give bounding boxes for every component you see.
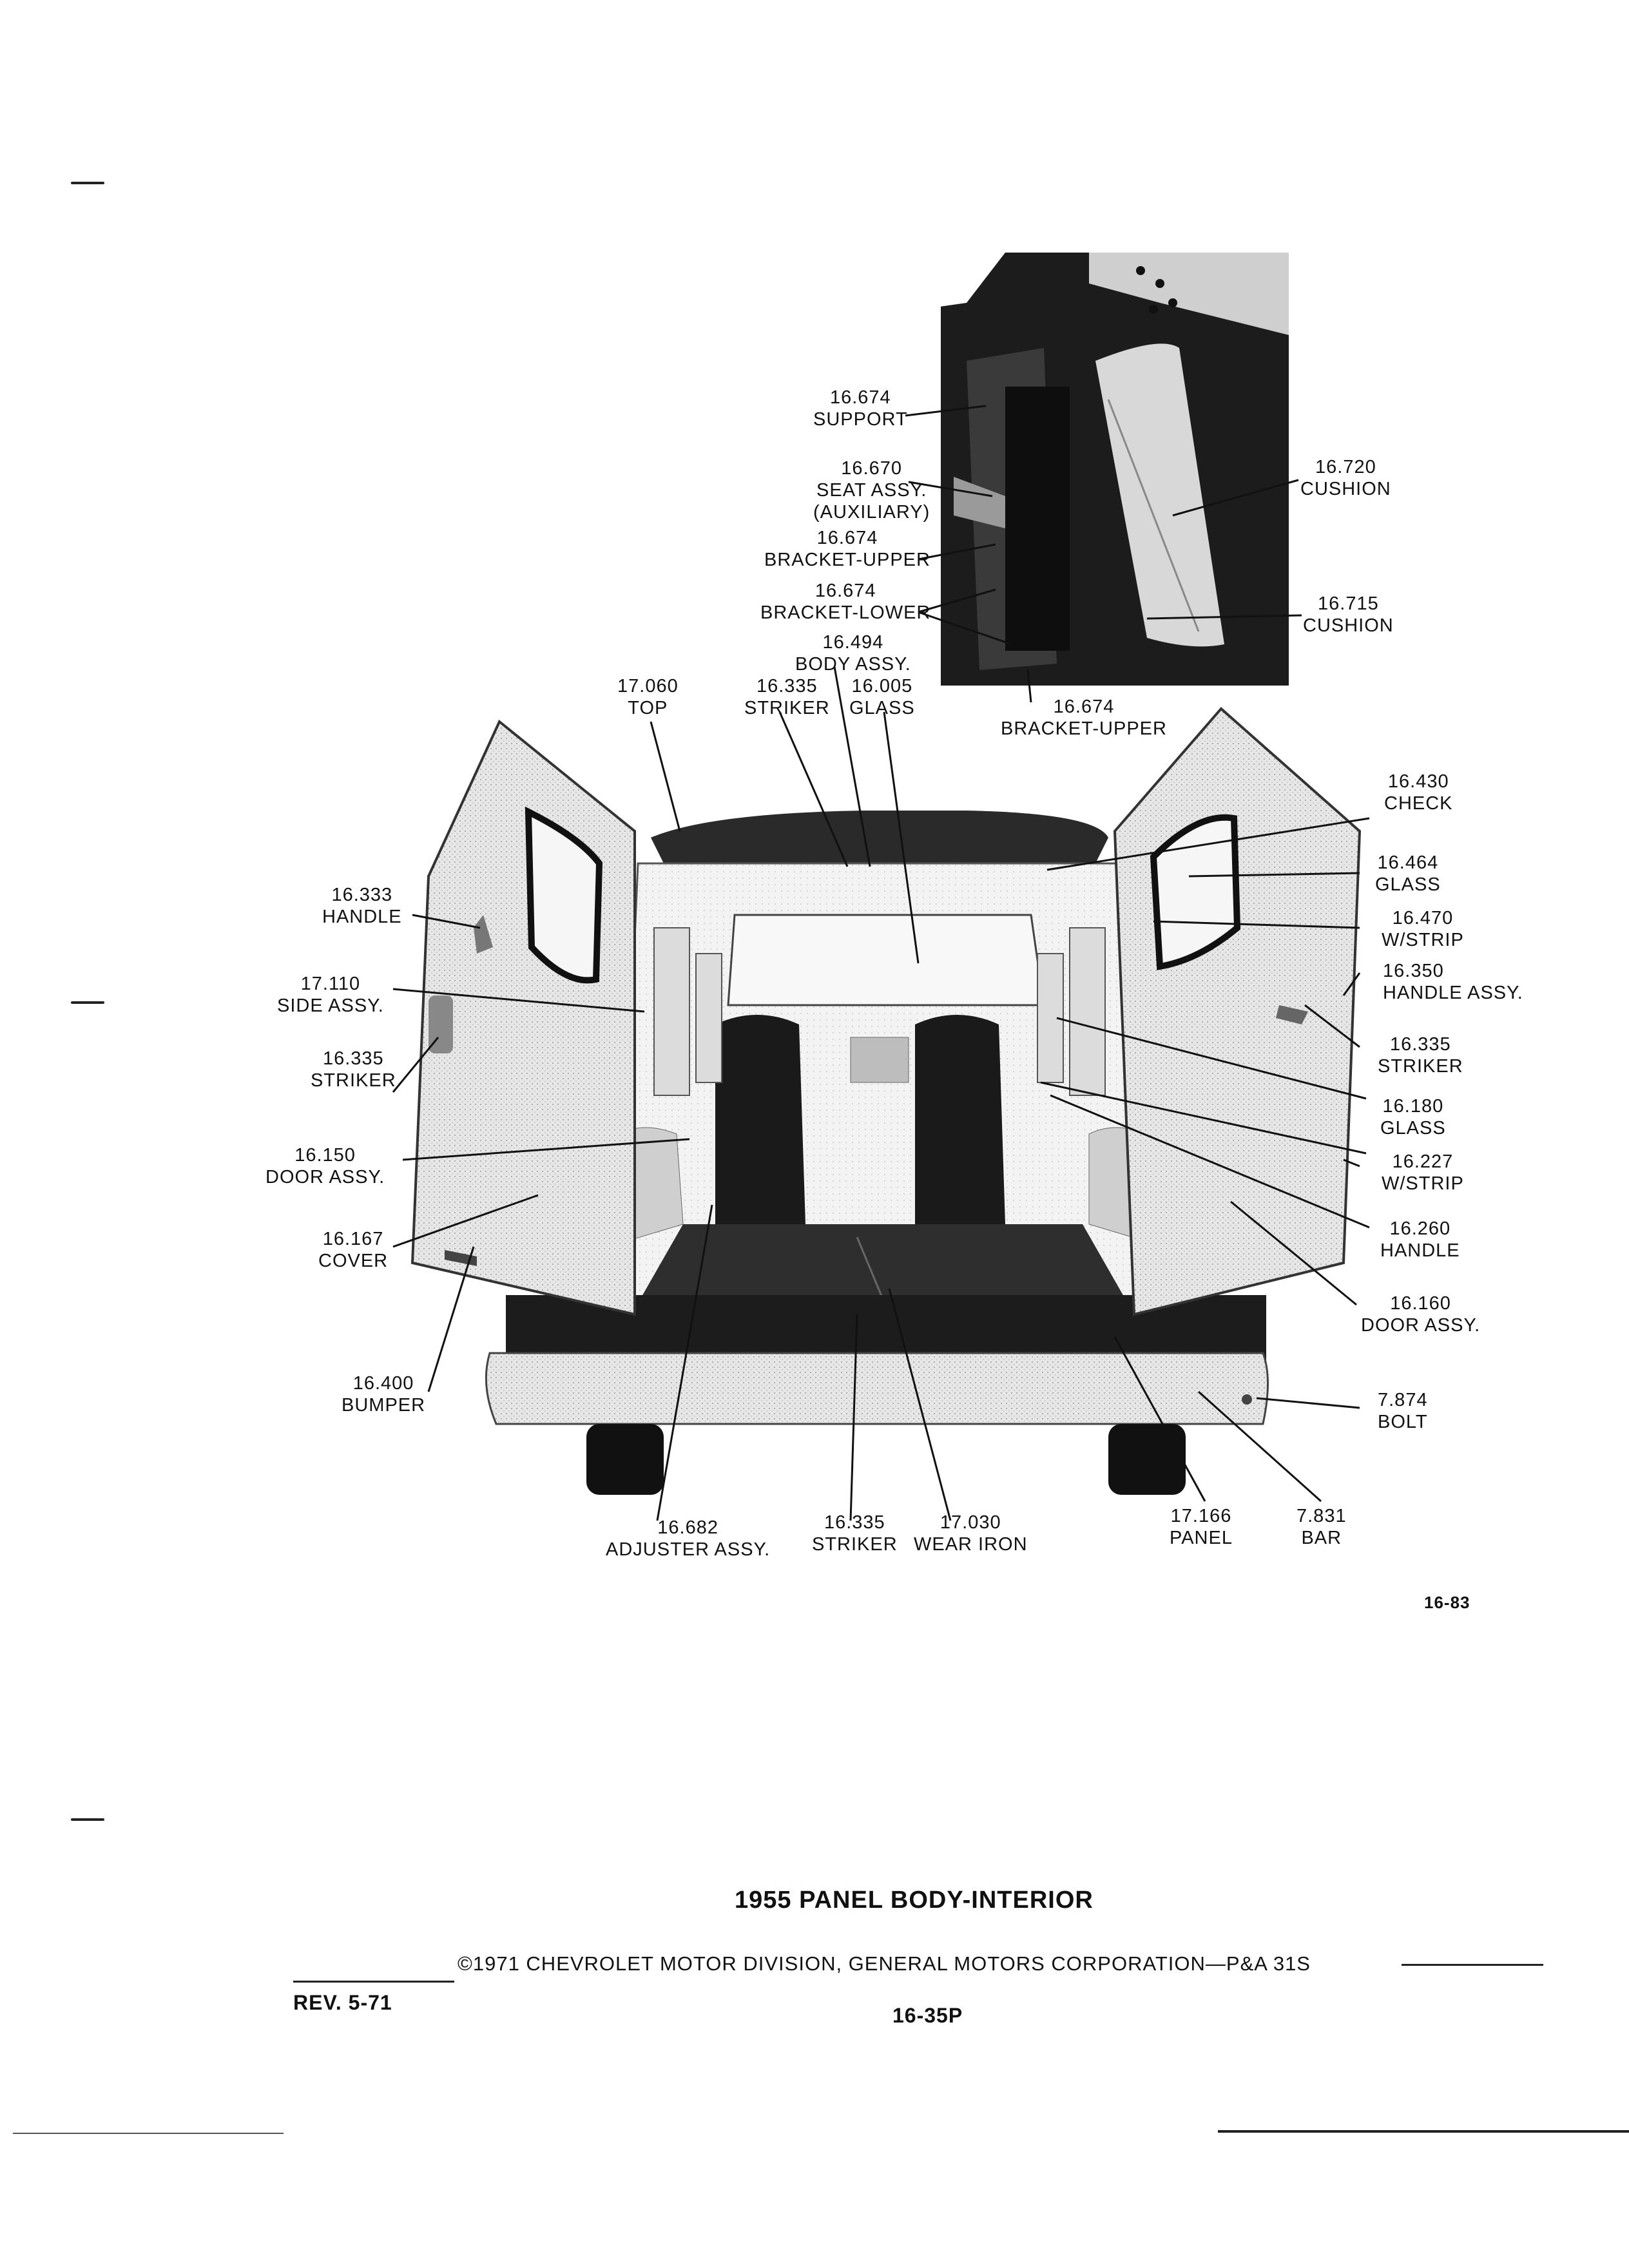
- footer-rule-right: [1402, 1964, 1543, 1966]
- part-number: 16.464: [1377, 852, 1439, 873]
- callout-adjuster-assy: [606, 1517, 770, 1561]
- callout-handle-assy: [1383, 960, 1523, 1004]
- part-name: CUSHION: [1300, 479, 1391, 499]
- part-name: BODY ASSY.: [795, 654, 911, 675]
- callout-cushion-lower: [1303, 593, 1394, 637]
- part-number: 16.180: [1382, 1096, 1444, 1117]
- scan-line-right: [1218, 2130, 1629, 2133]
- part-name: STRIKER: [812, 1534, 898, 1555]
- part-name: HANDLE ASSY.: [1383, 983, 1523, 1003]
- part-name: COVER: [318, 1251, 389, 1271]
- part-number: 16.260: [1389, 1218, 1451, 1239]
- part-name: WEAR IRON: [914, 1534, 1028, 1555]
- callout-glass-rear: [849, 675, 915, 719]
- part-number: 16.335: [756, 676, 818, 697]
- part-name: CHECK: [1384, 793, 1453, 814]
- part-name: SUPPORT: [813, 409, 908, 430]
- callout-side-assy: [277, 973, 384, 1017]
- part-name: STRIKER: [311, 1070, 396, 1091]
- part-name: HANDLE: [1380, 1240, 1460, 1261]
- part-name: ADJUSTER ASSY.: [606, 1539, 771, 1560]
- part-name: BAR: [1301, 1528, 1342, 1548]
- part-number: 16.333: [331, 885, 393, 905]
- revision: REV. 5-71: [293, 1991, 392, 2014]
- part-number: 16.150: [294, 1145, 356, 1166]
- callout-striker-bottom: [812, 1512, 898, 1555]
- part-name: STRIKER: [744, 698, 830, 718]
- left-rear-door: [412, 722, 635, 1314]
- part-number: 7.831: [1296, 1506, 1347, 1526]
- part-name: GLASS: [1375, 874, 1441, 895]
- part-number: 16.670: [841, 458, 902, 479]
- callout-bracket-upper-a: [764, 527, 930, 571]
- scan-line-left: [13, 2133, 284, 2134]
- part-number: 17.166: [1170, 1506, 1232, 1526]
- callout-check: [1384, 771, 1453, 814]
- auxiliary-seat-inset: [921, 253, 1289, 686]
- callout-wstrip-door: [1382, 907, 1464, 951]
- part-number: 16.470: [1392, 908, 1454, 928]
- part-name: STRIKER: [1378, 1056, 1463, 1077]
- callout-striker-top: [744, 675, 830, 719]
- part-name: CUSHION: [1303, 615, 1394, 636]
- part-name: TOP: [628, 698, 668, 718]
- callout-panel: [1170, 1505, 1233, 1549]
- callout-wear-iron: [914, 1512, 1028, 1555]
- callout-seat-assy: [813, 457, 930, 523]
- part-name: BRACKET-LOWER: [760, 602, 931, 623]
- callout-wstrip-side: [1382, 1151, 1464, 1195]
- part-name: W/STRIP: [1382, 930, 1464, 950]
- part-name: DOOR ASSY.: [265, 1167, 385, 1187]
- callout-glass-door: [1375, 852, 1441, 896]
- part-number: 16.400: [352, 1373, 414, 1394]
- callout-handle-left: [322, 884, 402, 928]
- part-name: SIDE ASSY.: [277, 995, 384, 1016]
- part-number: 16.335: [824, 1512, 885, 1533]
- part-name: PANEL: [1170, 1528, 1233, 1548]
- copyright-line: ©1971 CHEVROLET MOTOR DIVISION, GENERAL MOTORS CORPORATION—P&A 31S: [458, 1952, 1311, 1975]
- part-name: BRACKET-UPPER: [764, 550, 930, 570]
- callout-bracket-lower: [760, 580, 930, 624]
- callout-handle-right: [1380, 1218, 1460, 1262]
- callout-door-assy-left: [265, 1144, 385, 1188]
- page-number: 16-35P: [892, 2004, 963, 2027]
- part-number: 16.674: [815, 581, 876, 601]
- part-qualifier: (AUXILIARY): [813, 502, 930, 523]
- part-number: 17.110: [300, 974, 361, 994]
- part-number: 16.674: [1053, 697, 1115, 717]
- callout-top: [617, 675, 679, 719]
- part-number: 16.715: [1318, 593, 1379, 614]
- part-number: 16.494: [822, 632, 884, 653]
- part-number: 16.335: [322, 1048, 384, 1069]
- callout-striker-left: [311, 1048, 396, 1091]
- part-number: 16.167: [322, 1229, 384, 1249]
- part-name: BUMPER: [342, 1395, 426, 1416]
- callout-door-assy-right: [1361, 1293, 1480, 1336]
- right-rear-door: [1115, 709, 1360, 1314]
- part-number: 16.227: [1392, 1151, 1454, 1172]
- part-number: 17.060: [617, 676, 679, 697]
- part-name: DOOR ASSY.: [1361, 1315, 1481, 1336]
- part-number: 16.720: [1315, 457, 1376, 477]
- part-name: HANDLE: [322, 907, 402, 927]
- part-name: GLASS: [849, 698, 915, 718]
- part-number: 16.674: [829, 387, 891, 408]
- callout-cushion-upper: [1300, 456, 1391, 500]
- part-number: 7.874: [1378, 1390, 1428, 1410]
- callout-bar: [1296, 1505, 1347, 1549]
- part-name: W/STRIP: [1382, 1173, 1464, 1194]
- callout-bolt: [1378, 1389, 1428, 1433]
- footer-rule-left: [293, 1981, 454, 1983]
- part-name: BOLT: [1378, 1412, 1428, 1432]
- part-name: SEAT ASSY.: [816, 480, 927, 501]
- part-number: 16.160: [1390, 1293, 1451, 1314]
- callout-glass-side: [1380, 1095, 1446, 1139]
- callout-bracket-upper-b: [1001, 696, 1167, 740]
- part-number: 16.350: [1383, 961, 1444, 981]
- figure-number: 16-83: [1424, 1593, 1470, 1612]
- part-number: 16.674: [816, 528, 878, 548]
- callout-support: [813, 387, 908, 430]
- part-name: BRACKET-UPPER: [1001, 718, 1167, 739]
- part-name: GLASS: [1380, 1118, 1446, 1139]
- part-number: 16.430: [1387, 771, 1449, 792]
- page-title: 1955 PANEL BODY-INTERIOR: [735, 1887, 1094, 1914]
- part-number: 17.030: [940, 1512, 1001, 1533]
- callout-striker-right: [1378, 1033, 1463, 1077]
- callout-bumper: [342, 1372, 425, 1416]
- part-number: 16.682: [657, 1517, 718, 1538]
- part-number: 16.335: [1389, 1034, 1451, 1055]
- callout-cover: [318, 1228, 388, 1272]
- part-number: 16.005: [851, 676, 913, 697]
- callout-body-assy: [795, 631, 911, 675]
